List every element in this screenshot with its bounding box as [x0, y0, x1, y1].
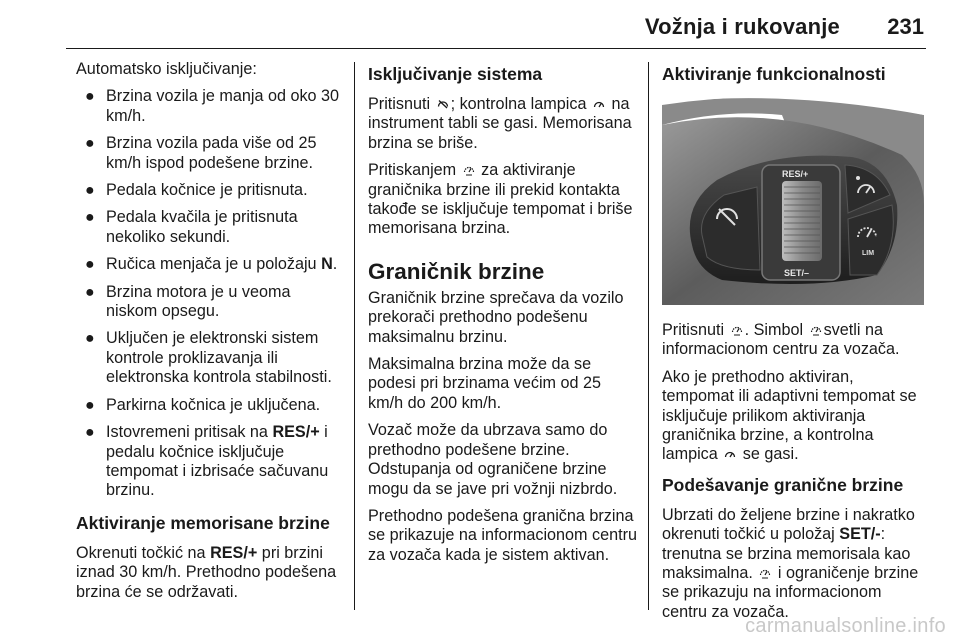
steering-wheel-controls-photo: [662, 95, 924, 305]
lim-label: LIM: [862, 250, 875, 257]
cruise-control-icon: [593, 98, 605, 110]
speed-limiter-icon: [463, 164, 475, 176]
column-divider: [354, 62, 355, 610]
page-header-title: Vožnja i rukovanje: [644, 14, 840, 39]
paragraph: Okrenuti točkić na RES/+ pri brzini iznad 30 km/h. Prethodno podešena brzina će se održavati.: [76, 543, 337, 601]
paragraph: Pritisnuti ; kontrolna lampica na instrument tabli se gasi. Memorisana brzina se briše.: [368, 95, 632, 152]
main-heading: Graničnik brzine: [368, 258, 545, 284]
list-item: ● Brzina vozila je manja od oko 30 km/h.: [85, 87, 340, 125]
section-heading: Podešavanje granične brzine: [662, 474, 904, 495]
section-heading: Aktiviranje funkcionalnosti: [662, 64, 886, 84]
steering-wheel-illustration: [662, 95, 924, 305]
list-item: ● Pedala kvačila je pritisnuta nekoliko sekundi.: [85, 208, 298, 246]
column-3: [662, 60, 930, 630]
list-item: ● Pedala kočnice je pritisnuta.: [85, 181, 308, 200]
paragraph: Prethodno podešena granična brzina se prikazuje na informacionom centru za vozača kada je sistem aktivan.: [368, 506, 638, 564]
intro-text: Automatsko isključivanje:: [76, 60, 257, 78]
header-rule: [66, 48, 926, 49]
set-label: SET/–: [784, 268, 810, 278]
paragraph: Ubrzati do željene brzine i nakratko okrenuti točkić u položaj SET/-: trenutna se brzina memorisala kao maksimalna. i ograničenje brzine se prikazuju na informacionom centru za vozača.: [662, 505, 919, 621]
paragraph: Ako je prethodno aktiviran, tempomat ili adaptivni tempomat se isključuje prilikom aktiviranja graničnika brzine, a kontrolna lampica se gasi.: [662, 367, 917, 464]
column-1: [76, 60, 346, 610]
section-heading: Isključivanje sistema: [368, 64, 543, 84]
paragraph: Pritisnuti . Simbol svetli na informacionom centru za vozača.: [662, 321, 900, 359]
section-heading: Aktiviranje memorisane brzine: [76, 512, 330, 533]
paragraph: Pritiskanjem za aktiviranje graničnika brzine ili prekid kontakta takođe se isključuje tempomat i briše memorisana brzina.: [368, 161, 633, 238]
speed-limiter-icon: [810, 324, 822, 336]
paragraph: Graničnik brzine sprečava da vozilo prekorači prethodno podešenu maksimalnu brzinu.: [368, 288, 624, 346]
cruise-control-off-icon: [437, 98, 449, 110]
speed-limiter-icon: [759, 567, 771, 579]
list-item: ● Istovremeni pritisak na RES/+ i pedalu kočnice isključuje tempomat i izbrisaće sačuvanu brzinu.: [85, 423, 329, 500]
paragraph: Maksimalna brzina može da se podesi pri brzinama većim od 25 km/h do 200 km/h.: [368, 355, 602, 412]
res-label: RES/+: [782, 169, 809, 179]
paragraph: Vozač može da ubrzava samo do prethodno podešene brzine. Odstupanja od ograničene brzine mogu da se jave pri vožnji nizbrdo.: [368, 421, 618, 498]
watermark: carmanualsonline.info: [745, 615, 946, 637]
speed-limiter-icon: [731, 324, 743, 336]
column-divider: [648, 62, 649, 610]
cruise-control-icon: [724, 448, 736, 460]
list-item: ● Brzina motora je u veoma niskom opsegu.: [85, 282, 291, 321]
list-item: ● Brzina vozila pada više od 25 km/h ispod podešene brzine.: [85, 134, 317, 172]
list-item: ● Parkirna kočnica je uključena.: [85, 395, 321, 414]
list-item: ● Uključen je elektronski sistem kontrole proklizavanja ili elektronska kontrola stabilnosti.: [85, 329, 332, 387]
page-number: 231: [887, 14, 924, 39]
list-item: ● Ručica menjača je u položaju N.: [85, 255, 338, 274]
column-2: [368, 60, 638, 573]
auto-off-list: [76, 87, 346, 500]
